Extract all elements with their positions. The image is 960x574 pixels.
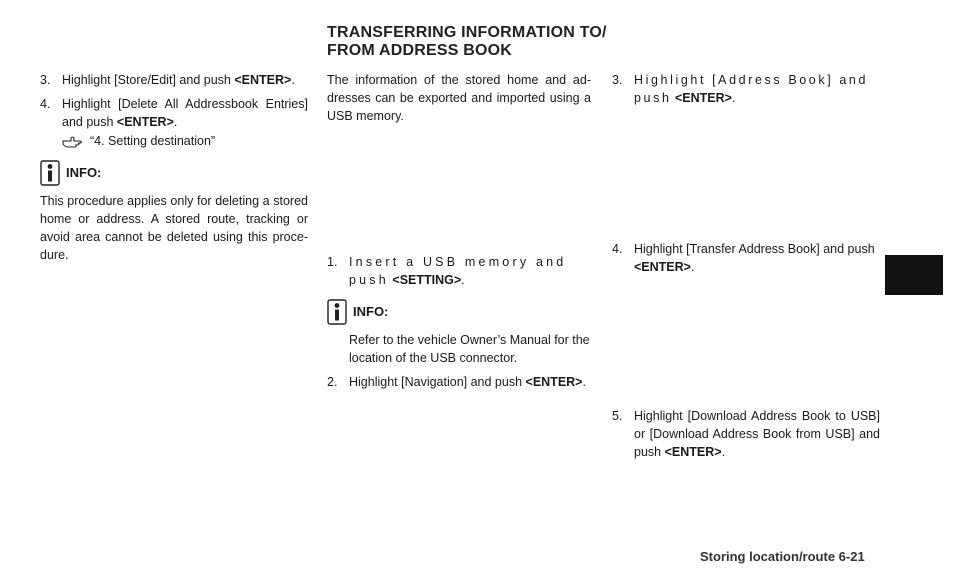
step-4-transfer-address-book: 4. Highlight [Transfer Address Book] and push <ENTER>. <box>612 242 875 274</box>
page-footer: Storing location/route 6-21 <box>700 549 865 564</box>
section-title <box>327 24 627 60</box>
column-middle-steps <box>327 253 591 391</box>
column-middle <box>327 71 591 125</box>
info-heading <box>40 160 308 186</box>
info-label: INFO: <box>66 165 102 180</box>
step-5-download-address-book: 5. Highlight [Download Address Book to USB] or [Download Address Book from USB] and push <ENTER>. <box>612 409 880 459</box>
step-3-store-edit: 3. Highlight [Store/Edit] and push <ENTER>. <box>40 73 295 87</box>
info-label: INFO: <box>353 304 389 319</box>
enter-key: <ENTER> <box>675 91 732 105</box>
section-title-line1: TRANSFERRING INFORMATION TO/ <box>327 24 607 41</box>
hand-pointer-icon <box>62 134 84 148</box>
step-2-navigation: 2. Highlight [Navigation] and push <ENTER>. <box>327 375 586 389</box>
column-right <box>612 71 880 107</box>
info-body: Refer to the vehicle Owner’s Manual for the location of the USB connector. <box>349 333 590 365</box>
column-right-step5 <box>612 407 880 461</box>
info-icon <box>327 299 347 325</box>
cross-reference <box>62 132 308 150</box>
column-left <box>40 71 308 264</box>
column-right-step4 <box>612 240 880 276</box>
chapter-tab-marker <box>885 255 943 295</box>
info-icon <box>40 160 60 186</box>
enter-key: <ENTER> <box>525 375 583 389</box>
enter-key: <ENTER> <box>664 445 722 459</box>
step-3-address-book: 3. Highlight [Address Book] and push <ENTER>. <box>612 73 869 105</box>
step-4-delete-all: 4. Highlight [Delete All Addressbook Entries] and push <ENTER>. <box>40 97 308 129</box>
cross-reference-text: “4. Setting destination” <box>90 134 216 148</box>
enter-key: <ENTER> <box>234 73 292 87</box>
setting-key: <SETTING> <box>392 273 462 287</box>
info-heading <box>327 299 591 325</box>
intro-paragraph: The information of the stored home and ad-dresses can be exported and imported using a USB memory. <box>327 73 591 123</box>
enter-key: <ENTER> <box>634 260 691 274</box>
enter-key: <ENTER> <box>116 115 174 129</box>
step-1-insert-usb: 1. Insert a USB memory and push <SETTING>. <box>327 255 567 287</box>
section-title-line2: FROM ADDRESS BOOK <box>327 42 513 59</box>
info-body: This procedure applies only for deleting a stored home or address. A stored route, tracking or avoid area cannot be deleted using this proce-dure. <box>40 194 308 262</box>
